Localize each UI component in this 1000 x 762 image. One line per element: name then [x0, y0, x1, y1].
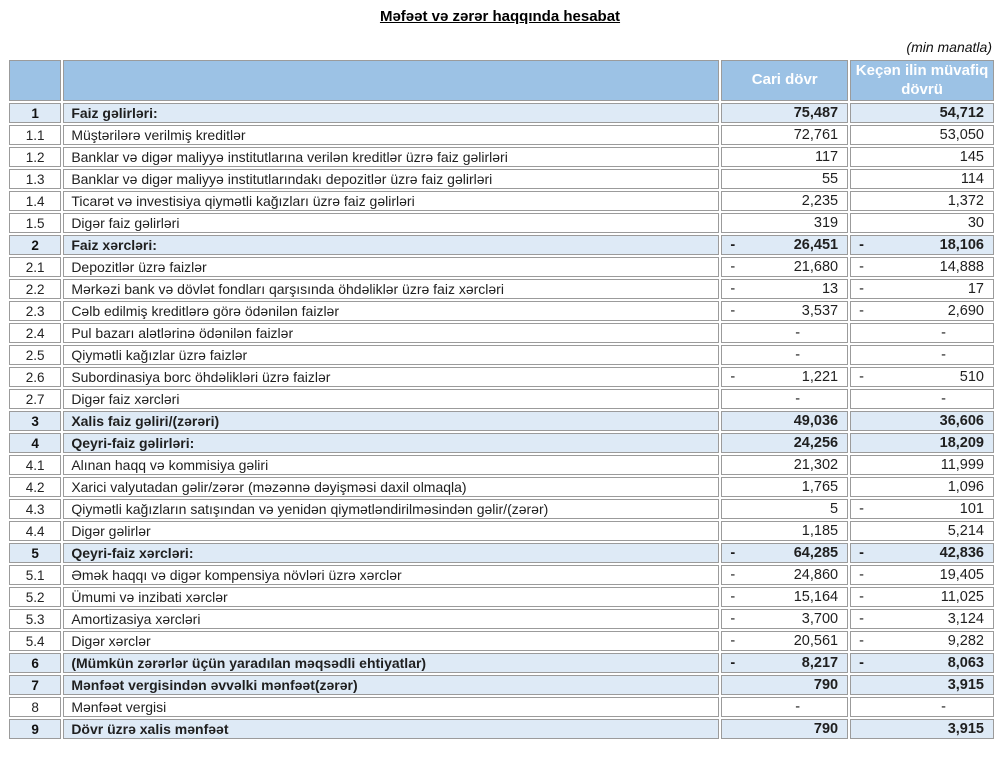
header-cell-description: [63, 60, 719, 101]
value-text: 3,915: [947, 721, 984, 737]
row-label: Pul bazarı alətlərinə ödənilən faizlər: [63, 323, 719, 343]
row-previous-value: [850, 389, 994, 409]
row-number: 1.3: [9, 169, 61, 189]
row-current-value: [721, 565, 848, 585]
row-label: Amortizasiya xərcləri: [63, 609, 719, 629]
value-text: 3,537: [801, 303, 839, 319]
row-current-value: [721, 719, 848, 739]
row-label: Digər faiz gəlirləri: [63, 213, 719, 233]
table-row: [9, 499, 994, 519]
value-text: 17: [967, 281, 984, 297]
value-text: 20,561: [793, 633, 839, 649]
minus-sign: -: [859, 611, 864, 627]
row-current-value: [721, 631, 848, 651]
row-previous-value: [850, 323, 994, 343]
row-previous-value: [850, 169, 994, 189]
row-current-value: [721, 543, 848, 563]
row-current-value: [721, 301, 848, 321]
minus-sign: -: [730, 303, 736, 319]
row-previous-value: [850, 499, 994, 519]
table-row: [9, 565, 994, 585]
row-previous-value: [850, 653, 994, 673]
value-text: -: [795, 699, 801, 715]
value-text: 64,285: [793, 545, 839, 561]
row-number: 3: [9, 411, 61, 431]
row-previous-value: [850, 191, 994, 211]
row-label: Qiymətli kağızların satışından və yenidən qiymətləndirilməsindən gəlir/(zərər): [63, 499, 719, 519]
row-number: 2: [9, 235, 61, 255]
value-text: -: [941, 325, 946, 341]
header-row: [9, 60, 994, 101]
value-text: 8,217: [801, 655, 839, 671]
value-text: 13: [821, 281, 839, 297]
table-row: [9, 235, 994, 255]
row-current-value: [721, 279, 848, 299]
row-previous-value: [850, 719, 994, 739]
row-label: Faiz gəlirləri:: [63, 103, 719, 123]
row-number: 2.6: [9, 367, 61, 387]
row-number: 5: [9, 543, 61, 563]
value-text: 3,700: [801, 611, 839, 627]
value-text: 1,765: [801, 479, 839, 495]
table-row: [9, 213, 994, 233]
row-previous-value: [850, 345, 994, 365]
row-label: Faiz xərcləri:: [63, 235, 719, 255]
row-number: 2.7: [9, 389, 61, 409]
row-current-value: [721, 411, 848, 431]
row-current-value: [721, 675, 848, 695]
row-number: 1.2: [9, 147, 61, 167]
row-label: Alınan haqq və kommisiya gəliri: [63, 455, 719, 475]
value-text: 19,405: [939, 567, 984, 583]
unit-note: (min manatla): [906, 39, 992, 55]
row-number: 2.2: [9, 279, 61, 299]
row-number: 1.5: [9, 213, 61, 233]
minus-sign: -: [859, 545, 864, 561]
row-number: 2.1: [9, 257, 61, 277]
row-label: Qeyri-faiz gəlirləri:: [63, 433, 719, 453]
value-text: 114: [960, 171, 984, 187]
row-number: 2.3: [9, 301, 61, 321]
row-label: Dövr üzrə xalis mənfəət: [63, 719, 719, 739]
row-current-value: [721, 587, 848, 607]
row-previous-value: [850, 477, 994, 497]
value-text: 510: [959, 369, 984, 385]
row-current-value: [721, 147, 848, 167]
value-text: 117: [814, 149, 839, 165]
row-number: 5.2: [9, 587, 61, 607]
row-number: 7: [9, 675, 61, 695]
minus-sign: -: [859, 589, 864, 605]
table-row: [9, 125, 994, 145]
value-text: 2,690: [947, 303, 984, 319]
row-current-value: [721, 609, 848, 629]
row-current-value: [721, 653, 848, 673]
row-number: 4.1: [9, 455, 61, 475]
row-current-value: [721, 367, 848, 387]
minus-sign: -: [859, 501, 864, 517]
table-row: [9, 631, 994, 651]
row-label: Banklar və digər maliyyə institutlarındakı depozitlər üzrə faiz gəlirləri: [63, 169, 719, 189]
value-text: 72,761: [793, 127, 839, 143]
minus-sign: -: [859, 237, 864, 253]
value-text: 26,451: [793, 237, 839, 253]
row-label: Banklar və digər maliyyə institutlarına verilən kreditlər üzrə faiz gəlirləri: [63, 147, 719, 167]
table-row: [9, 323, 994, 343]
value-text: 1,372: [947, 193, 984, 209]
row-label: Depozitlər üzrə faizlər: [63, 257, 719, 277]
value-text: 21,680: [793, 259, 839, 275]
value-text: 1,221: [801, 369, 839, 385]
value-text: 24,256: [793, 435, 839, 451]
value-text: 101: [959, 501, 984, 517]
row-label: Digər xərclər: [63, 631, 719, 651]
row-number: 9: [9, 719, 61, 739]
minus-sign: -: [730, 633, 736, 649]
row-previous-value: [850, 125, 994, 145]
table-row: [9, 169, 994, 189]
row-number: 2.5: [9, 345, 61, 365]
row-previous-value: [850, 257, 994, 277]
row-current-value: [721, 521, 848, 541]
table-row: [9, 345, 994, 365]
value-text: 21,302: [793, 457, 839, 473]
row-previous-value: [850, 147, 994, 167]
minus-sign: -: [730, 655, 736, 671]
row-previous-value: [850, 213, 994, 233]
minus-sign: -: [730, 237, 736, 253]
table-row: [9, 675, 994, 695]
value-text: 18,106: [939, 237, 984, 253]
row-previous-value: [850, 543, 994, 563]
table-row: [9, 719, 994, 739]
minus-sign: -: [730, 611, 736, 627]
minus-sign: -: [730, 259, 736, 275]
row-previous-value: [850, 521, 994, 541]
row-number: 4.4: [9, 521, 61, 541]
table-row: [9, 609, 994, 629]
minus-sign: -: [730, 567, 736, 583]
row-number: 5.4: [9, 631, 61, 651]
value-text: 30: [967, 215, 984, 231]
table-row: [9, 103, 994, 123]
table-row: [9, 587, 994, 607]
value-text: 36,606: [939, 413, 984, 429]
row-current-value: [721, 697, 848, 717]
minus-sign: -: [859, 369, 864, 385]
row-number: 2.4: [9, 323, 61, 343]
row-label: Digər faiz xərcləri: [63, 389, 719, 409]
value-text: -: [795, 325, 801, 341]
row-number: 4.3: [9, 499, 61, 519]
row-label: Subordinasiya borc öhdəlikləri üzrə faizlər: [63, 367, 719, 387]
minus-sign: -: [859, 259, 864, 275]
row-current-value: [721, 477, 848, 497]
value-text: 14,888: [939, 259, 984, 275]
row-label: Cəlb edilmiş kreditlərə görə ödənilən faizlər: [63, 301, 719, 321]
row-previous-value: [850, 367, 994, 387]
row-label: Mənfəət vergisi: [63, 697, 719, 717]
value-text: 8,063: [947, 655, 984, 671]
row-label: Mərkəzi bank və dövlət fondları qarşısında öhdəliklər üzrə faiz xərcləri: [63, 279, 719, 299]
table-row: [9, 301, 994, 321]
table-row: [9, 257, 994, 277]
table-row: [9, 521, 994, 541]
table-row: [9, 697, 994, 717]
row-label: (Mümkün zərərlər üçün yaradılan məqsədli ehtiyatlar): [63, 653, 719, 673]
row-number: 4: [9, 433, 61, 453]
row-previous-value: [850, 609, 994, 629]
table-row: [9, 455, 994, 475]
minus-sign: -: [859, 303, 864, 319]
minus-sign: -: [730, 545, 736, 561]
value-text: 54,712: [939, 105, 984, 121]
value-text: 24,860: [793, 567, 839, 583]
value-text: 15,164: [793, 589, 839, 605]
row-current-value: [721, 191, 848, 211]
row-previous-value: [850, 301, 994, 321]
row-label: Qiymətli kağızlar üzrə faizlər: [63, 345, 719, 365]
value-text: 145: [959, 149, 984, 165]
row-previous-value: [850, 675, 994, 695]
report-page: [4, 0, 996, 741]
value-text: 9,282: [947, 633, 984, 649]
value-text: 75,487: [793, 105, 839, 121]
row-previous-value: [850, 411, 994, 431]
value-text: 49,036: [793, 413, 839, 429]
value-text: 42,836: [939, 545, 984, 561]
row-label: Ümumi və inzibati xərclər: [63, 587, 719, 607]
row-label: Digər gəlirlər: [63, 521, 719, 541]
value-text: 2,235: [801, 193, 839, 209]
value-text: 3,915: [947, 677, 984, 693]
row-previous-value: [850, 565, 994, 585]
row-number: 6: [9, 653, 61, 673]
row-current-value: [721, 257, 848, 277]
value-text: -: [941, 699, 946, 715]
value-text: 55: [821, 171, 839, 187]
row-previous-value: [850, 433, 994, 453]
row-label: Xarici valyutadan gəlir/zərər (məzənnə dəyişməsi daxil olmaqla): [63, 477, 719, 497]
row-current-value: [721, 125, 848, 145]
row-previous-value: [850, 235, 994, 255]
row-current-value: [721, 213, 848, 233]
row-current-value: [721, 235, 848, 255]
table-row: [9, 477, 994, 497]
value-text: -: [941, 391, 946, 407]
minus-sign: -: [859, 281, 864, 297]
value-text: 53,050: [939, 127, 984, 143]
row-previous-value: [850, 455, 994, 475]
row-number: 8: [9, 697, 61, 717]
page-title: Məfəət və zərər haqqında hesabat: [379, 8, 621, 25]
row-previous-value: [850, 697, 994, 717]
table-body: [9, 103, 994, 739]
table-row: [9, 279, 994, 299]
minus-sign: -: [859, 567, 864, 583]
value-text: -: [795, 347, 801, 363]
value-text: 319: [813, 215, 839, 231]
minus-sign: -: [730, 281, 736, 297]
value-text: 5,214: [947, 523, 984, 539]
row-current-value: [721, 499, 848, 519]
minus-sign: -: [730, 369, 736, 385]
value-text: 11,025: [940, 589, 984, 605]
row-current-value: [721, 323, 848, 343]
header-cell-previous: Keçən ilin müvafiq dövrü: [850, 60, 994, 101]
row-label: Qeyri-faiz xərcləri:: [63, 543, 719, 563]
pnl-table: [7, 58, 996, 741]
row-previous-value: [850, 103, 994, 123]
minus-sign: -: [859, 655, 864, 671]
value-text: 18,209: [939, 435, 984, 451]
table-row: [9, 389, 994, 409]
row-current-value: [721, 103, 848, 123]
value-text: 1,185: [801, 523, 839, 539]
header-cell-index: [9, 60, 61, 101]
value-text: -: [795, 391, 801, 407]
row-number: 1.1: [9, 125, 61, 145]
value-text: 11,999: [940, 457, 984, 473]
row-previous-value: [850, 631, 994, 651]
row-current-value: [721, 433, 848, 453]
value-text: 790: [813, 721, 839, 737]
row-current-value: [721, 169, 848, 189]
value-text: 790: [813, 677, 839, 693]
header-cell-current: Cari dövr: [721, 60, 848, 101]
row-previous-value: [850, 279, 994, 299]
minus-sign: -: [859, 633, 864, 649]
value-text: -: [941, 347, 946, 363]
value-text: 5: [830, 501, 839, 517]
row-label: Ticarət və investisiya qiymətli kağızları üzrə faiz gəlirləri: [63, 191, 719, 211]
row-current-value: [721, 345, 848, 365]
value-text: 1,096: [947, 479, 984, 495]
table-row: [9, 191, 994, 211]
table-row: [9, 411, 994, 431]
table-row: [9, 147, 994, 167]
row-label: Əmək haqqı və digər kompensiya növləri üzrə xərclər: [63, 565, 719, 585]
table-row: [9, 543, 994, 563]
row-label: Xalis faiz gəliri/(zərəri): [63, 411, 719, 431]
row-number: 1.4: [9, 191, 61, 211]
row-previous-value: [850, 587, 994, 607]
row-number: 5.3: [9, 609, 61, 629]
table-row: [9, 433, 994, 453]
table-row: [9, 653, 994, 673]
table-row: [9, 367, 994, 387]
row-label: Müştərilərə verilmiş kreditlər: [63, 125, 719, 145]
row-label: Mənfəət vergisindən əvvəlki mənfəət(zərər): [63, 675, 719, 695]
row-number: 5.1: [9, 565, 61, 585]
row-current-value: [721, 455, 848, 475]
row-number: 1: [9, 103, 61, 123]
minus-sign: -: [730, 589, 736, 605]
row-current-value: [721, 389, 848, 409]
row-number: 4.2: [9, 477, 61, 497]
value-text: 3,124: [947, 611, 984, 627]
